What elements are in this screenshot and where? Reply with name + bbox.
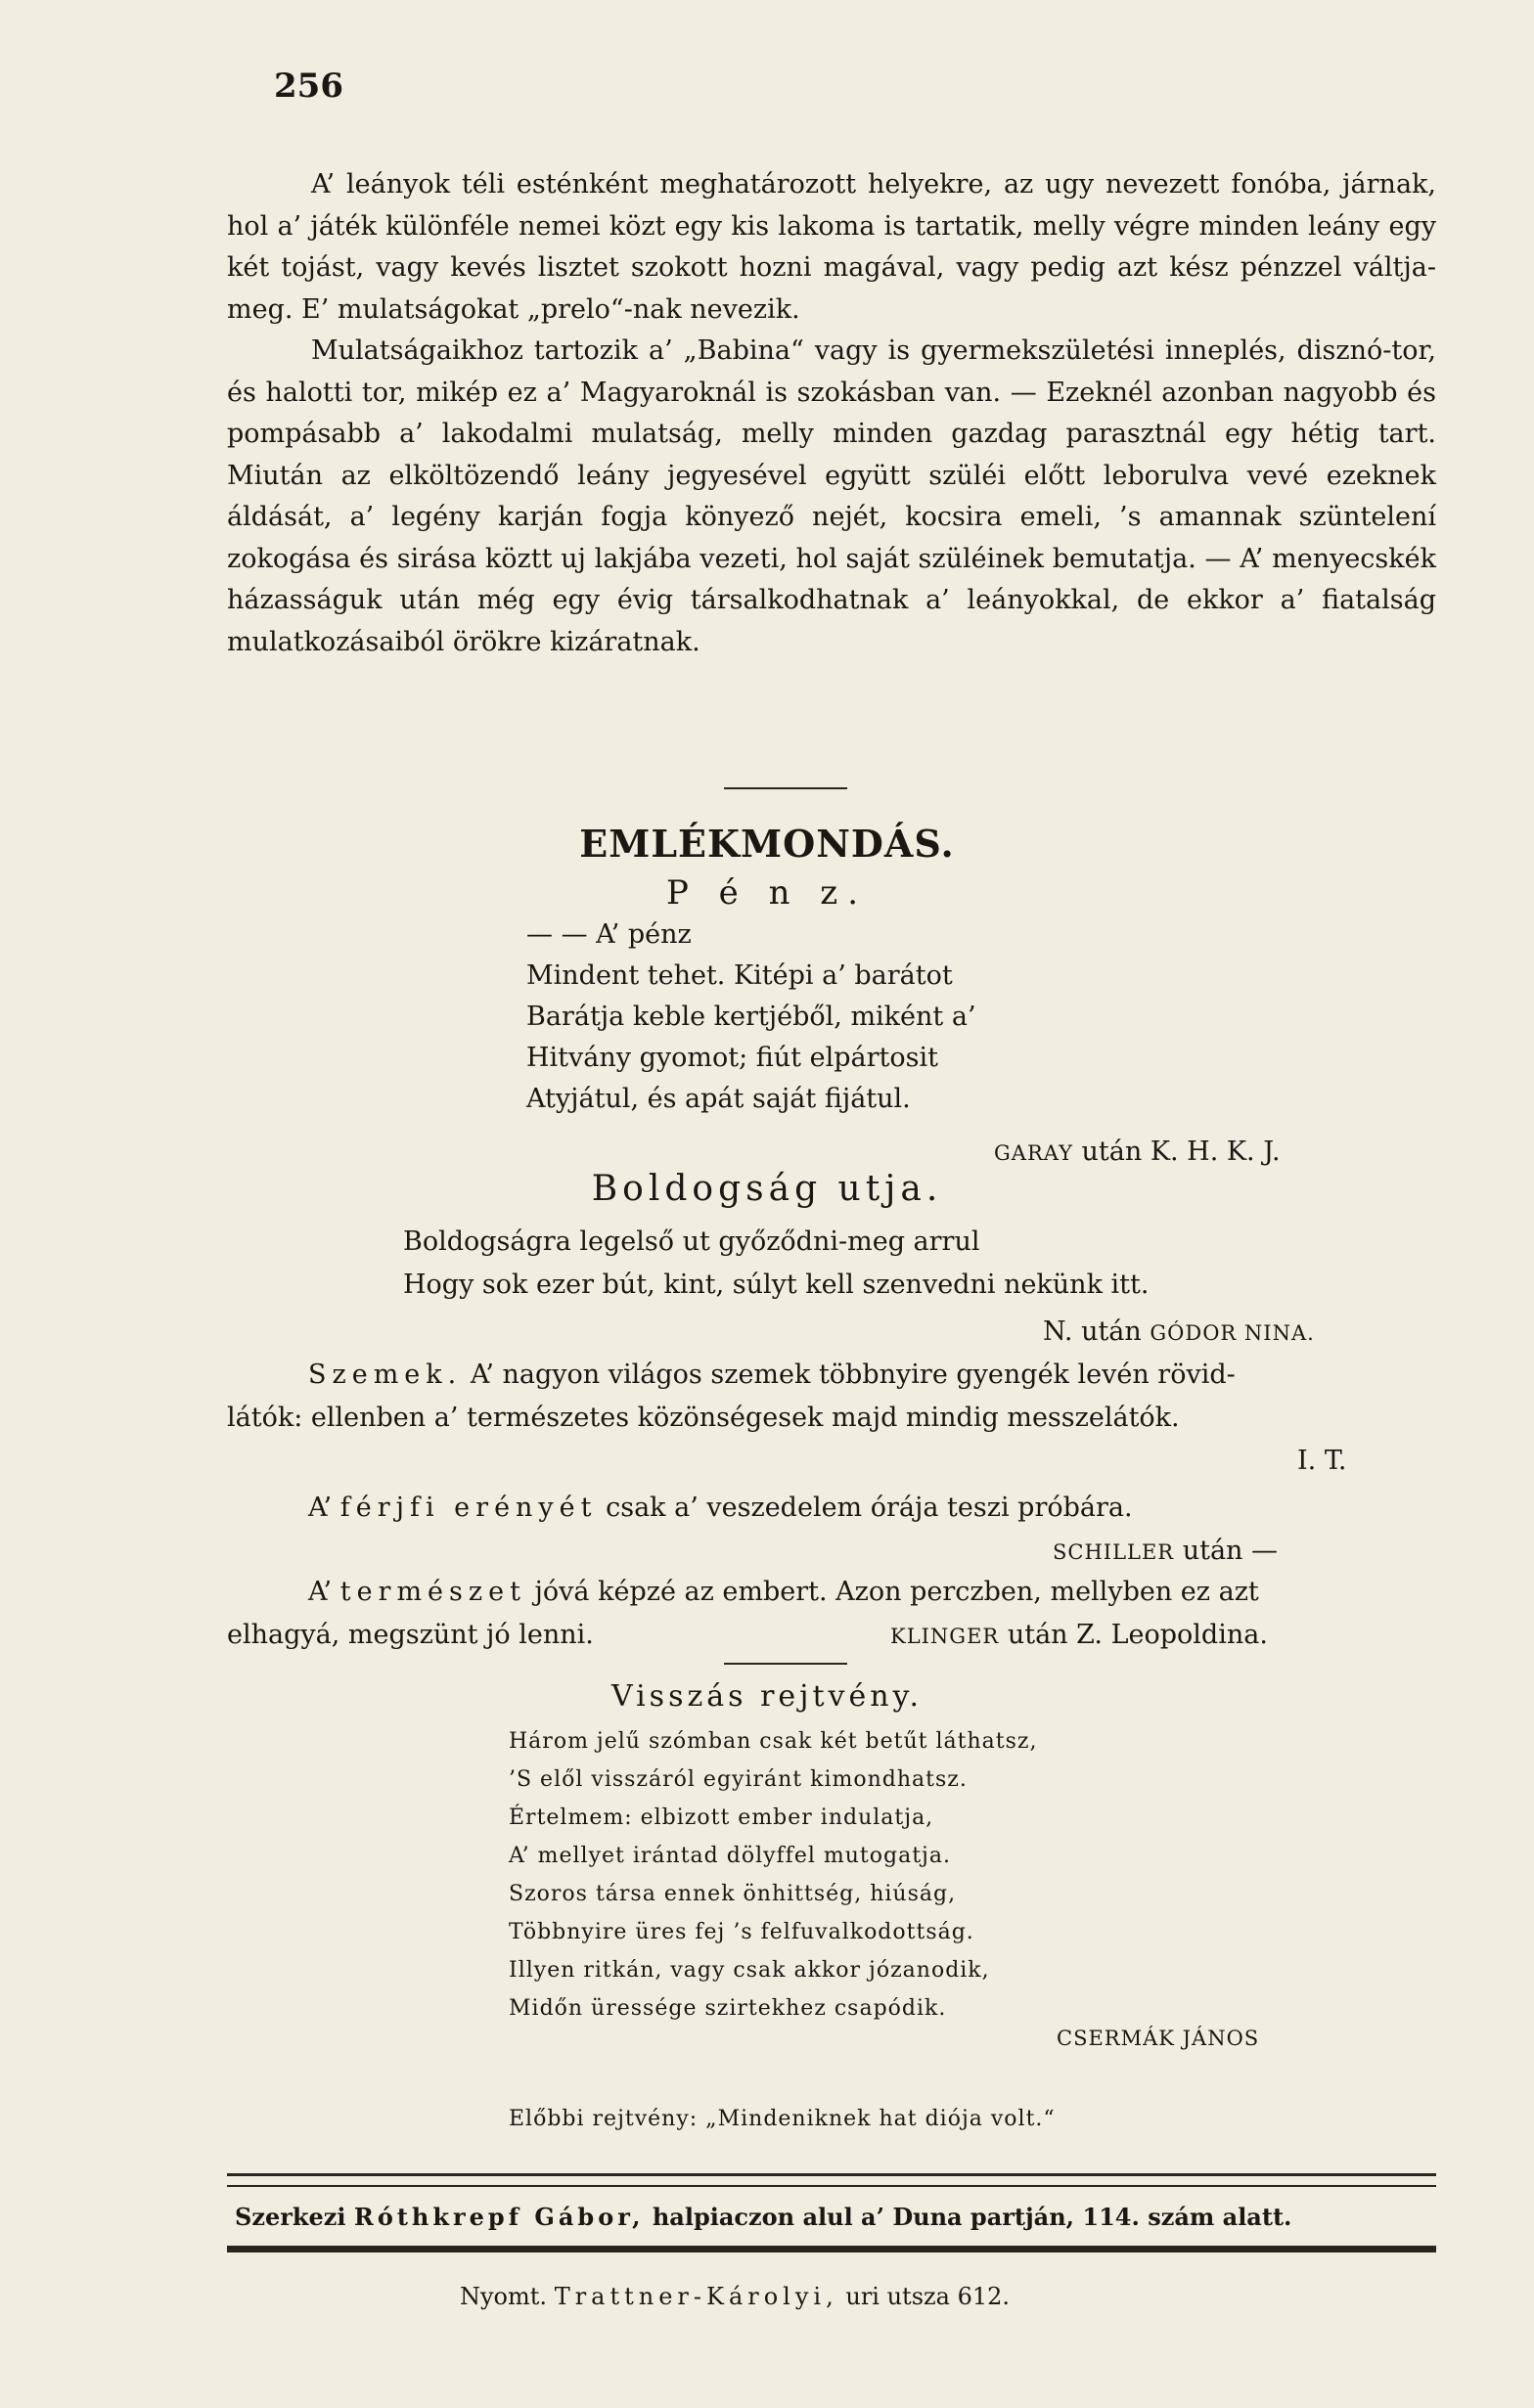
szemek-text: A’ nagyon világos szemek többnyire gyengék levén rövid- [470, 1360, 1236, 1390]
poem-credit [1043, 1316, 1315, 1347]
ferfi-credit [1053, 1536, 1278, 1566]
credit-rest: után — [1182, 1536, 1279, 1566]
ferfi-spaced: férjfi erényét [339, 1493, 598, 1523]
ferfi-pre: A’ [308, 1493, 333, 1523]
termeszet-line-2: elhagyá, megszünt jó lenni. [227, 1620, 594, 1650]
intro-text [227, 164, 1436, 663]
printer-post: uri utsza 612. [845, 2283, 1011, 2310]
riddle-title: Visszás rejtvény. [610, 1679, 924, 1714]
credit-rest: után K. H. K. J. [1081, 1137, 1281, 1167]
editor-post: halpiaczon alul a’ Duna partján, 114. szám alatt. [652, 2203, 1292, 2231]
poem-line: Mindent tehet. Kitépi a’ barátot [526, 960, 953, 991]
termeszet-line-1 [308, 1577, 1259, 1607]
termeszet-post: jóvá képzé az embert. Azon perczben, mellyben ez azt [534, 1577, 1259, 1607]
termeszet-credit [890, 1620, 1268, 1650]
riddle-line: Három jelű szómban csak két betűt láthatsz, [509, 1729, 1038, 1754]
intro-paragraph-2: Mulatságaikhoz tartozik a’ „Babina“ vagy is gyermekszületési inneplés, disznó-tor, és halotti tor, mikép ez a’ Magyaroknál is szokásban van. — Ezeknél azonban nagyobb és pompásabb a’ lakodalmi mulatság, melly minden gazdag parasztnál egy hétig tart. Miután az elköltözendő leány jegyesével együtt szüléi előtt leborulva vevé ezeknek áldását, a’ legény karján fogja könyező nejét, kocsira emeli, ’s amannak szüntelení zokogása és sirása köztt uj lakjába vezeti, hol saját szüléinek bemutatja. — A’ menyecskék házasságuk után még egy évig társalkodhatnak a’ leányokkal, de ekkor a’ fiatalság mulatkozásaiból örökre kizáratnak. [227, 335, 1436, 657]
editor-name: Róthkrepf Gábor, [353, 2203, 645, 2231]
termeszet-spaced: természet [339, 1577, 526, 1607]
printer-name: Trattner-Károlyi, [554, 2283, 838, 2310]
poem-line: Atyjátul, és apát saját fijátul. [526, 1084, 911, 1114]
page-number: 256 [274, 67, 343, 106]
poem-line: — — A’ pénz [526, 919, 692, 950]
poem-line: Boldogságra legelső ut győződni-meg arrul [403, 1226, 980, 1257]
credit-author: GÓDOR NINA. [1150, 1321, 1315, 1345]
riddle-line: Többnyire üres fej ’s felfuvalkodottság. [509, 1920, 974, 1944]
credit-rest: után Z. Leopoldina. [1007, 1620, 1268, 1650]
footer-double-rule [227, 2173, 1436, 2187]
footer-editor [235, 2203, 1291, 2231]
section-title-emlekmondas: EMLÉKMONDÁS. [579, 822, 955, 866]
previous-riddle-answer: Előbbi rejtvény: „Mindeniknek hat diója volt.“ [509, 2107, 1056, 2131]
riddle-line: Értelmem: elbizott ember indulatja, [509, 1806, 934, 1830]
riddle-line: Midőn üressége szirtekhez csapódik. [509, 1996, 947, 2021]
ferfi-post: csak a’ veszedelem órája teszi próbára. [606, 1493, 1133, 1523]
footer-printer [460, 2283, 1010, 2310]
riddle-line: A’ mellyet irántad dölyffel mutogatja. [509, 1844, 951, 1868]
section-divider [724, 787, 847, 789]
riddle-line: Szoros társa ennek önhittség, hiúság, [509, 1882, 957, 1906]
ferfi-line [308, 1493, 1133, 1523]
riddle-line: ’S elől visszáról egyiránt kimondhatsz. [509, 1767, 968, 1792]
szemek-line-1 [308, 1360, 1236, 1390]
szemek-lead: Szemek. [308, 1360, 463, 1390]
poem-credit [994, 1137, 1281, 1167]
riddle-author: CSERMÁK JÁNOS [1057, 2027, 1260, 2050]
szemek-line-2: látók: ellenben a’ természetes közönségesek majd mindig messzelátók. [227, 1403, 1180, 1433]
credit-pre: N. után [1043, 1316, 1142, 1347]
section-divider [724, 1663, 847, 1665]
editor-pre: Szerkezi [235, 2203, 346, 2231]
credit-author: KLINGER [890, 1625, 1000, 1648]
poem-line: Hitvány gyomot; fiút elpártosit [526, 1043, 938, 1073]
poem-title-boldogsag: Boldogság utja. [591, 1169, 943, 1209]
credit-author: GARAY [994, 1141, 1073, 1165]
riddle-line: Illyen ritkán, vagy csak akkor józanodik, [509, 1958, 990, 1983]
poem-title-penz: P é n z. [665, 873, 869, 913]
intro-paragraph-1: A’ leányok téli esténként meghatározott helyekre, az ugy nevezett fonóba, járnak, hol a’ játék különféle nemei közt egy kis lakoma is tartatik, melly végre minden leány egy két tojást, vagy kevés lisztet szokott hozni magával, vagy pedig azt kész pénzzel váltja-meg. E’ mulatságokat „prelo“-nak nevezik. [227, 169, 1436, 325]
credit-author: SCHILLER [1053, 1540, 1175, 1564]
poem-line: Hogy sok ezer bút, kint, súlyt kell szenvedni nekünk itt. [403, 1270, 1150, 1300]
szemek-credit: I. T. [1297, 1446, 1347, 1476]
footer-thick-rule [227, 2246, 1436, 2252]
termeszet-pre: A’ [308, 1577, 333, 1607]
poem-line: Barátja keble kertjéből, miként a’ [526, 1002, 976, 1032]
printer-pre: Nyomt. [460, 2283, 548, 2310]
